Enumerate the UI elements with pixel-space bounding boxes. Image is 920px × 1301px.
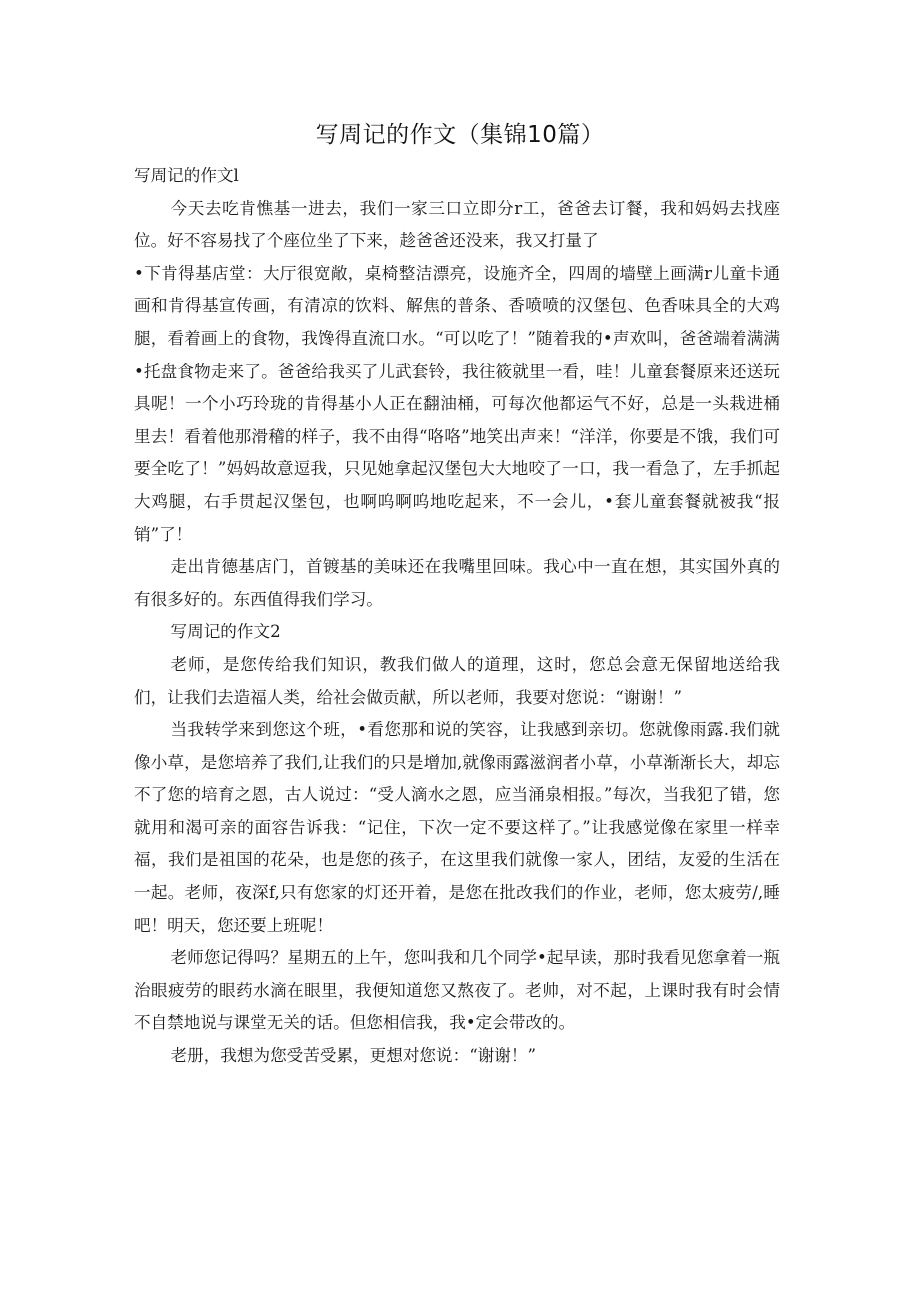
paragraph: 当我转学来到您这个班，•看您那和说的笑容，让我感到亲切。您就像雨露.我们就像小草，是您培养了我们,让我们的只是增加,就像雨露滋润者小草，小草渐渐长大，却忘不了您的培育之恩，古人说过：“受人滴水之恩，应当涌泉相报。”每次，当我犯了错，您就用和渴可亲的面容告诉我：“记住，下次一定不要这样了。”让我感觉像在家里一样幸福，我们是祖国的花朵，也是您的孩子，在这里我们就像一家人，团结，友爱的生活在一起。老师，夜深f,只有您家的灯还开着，是您在批改我们的作业，老师，您太疲劳/,睡吧！明天，您还要上班呢！	[134, 720, 780, 935]
paragraph: •下肯得基店堂：大厅很宽敞，桌椅整洁漂亮，设施齐全，四周的墙壁上画满r儿童卡通画和肯得基宣传画，有清凉的饮料、解焦的普条、香喷喷的汉堡包、色香味具全的大鸡腿，看着画上的食物，我馋得直流口水。“可以吃了！”随着我的•声欢叫，爸爸端着满满•托盘食物走来了。爸爸给我买了儿武套铃，我往筱就里一看，哇！儿童套餐原来还送玩具呢！一个小巧玲珑的肯得基小人正在翻油桶，可每次他都运气不好，总是一头栽进桶里去！看着他那滑稽的样子，我不由得“咯咯”地笑出声来！“洋洋，你要是不饿，我们可要全吃了！”妈妈故意逗我，只见她拿起汉堡包大大地咬了一口，我一看急了，左手抓起大鸡腿，右手贯起汉堡包，也啊呜啊呜地吃起来，不一会儿，•套儿童套餐就被我“报销”了！	[134, 263, 780, 544]
paragraph: 老师，是您传给我们知识，教我们做人的道理，这时，您总会意无保留地送给我们，让我们去造福人类，给社会做贡献，所以老师，我要对您说：“谢谢！”	[134, 654, 780, 707]
section-heading-1: 写周记的作文l	[134, 166, 239, 185]
paragraph: 老师您记得吗？星期五的上午，您叫我和几个同学•起早读，那时我看见您拿着一瓶治眼疲劳的眼药水滴在眼里，我便知道您又熬夜了。老帅，对不起，上课时我有时会情不自禁地说与课堂无关的话。但您相信我，我•定会带改的。	[134, 948, 780, 1033]
document-title: 写周记的作文（集锦10篇）	[315, 122, 605, 148]
document-body	[134, 160, 780, 1073]
paragraph: 老册，我想为您受苦受累，更想对您说：“谢谢！”	[170, 1046, 536, 1066]
section-heading-2: 写周记的作文2	[170, 622, 281, 642]
paragraph: 走出肯德基店门，首镀基的美味还在我嘴里回味。我心中一直在想，其实国外真的有很多好的。东西值得我们学习。	[134, 557, 780, 609]
paragraph: 今天去吃肯憔基一进去，我们一家三口立即分r工，爸爸去订餐，我和妈妈去找座位。好不容易找了个座位坐了下来，趁爸爸还没来，我又打量了	[134, 198, 780, 251]
